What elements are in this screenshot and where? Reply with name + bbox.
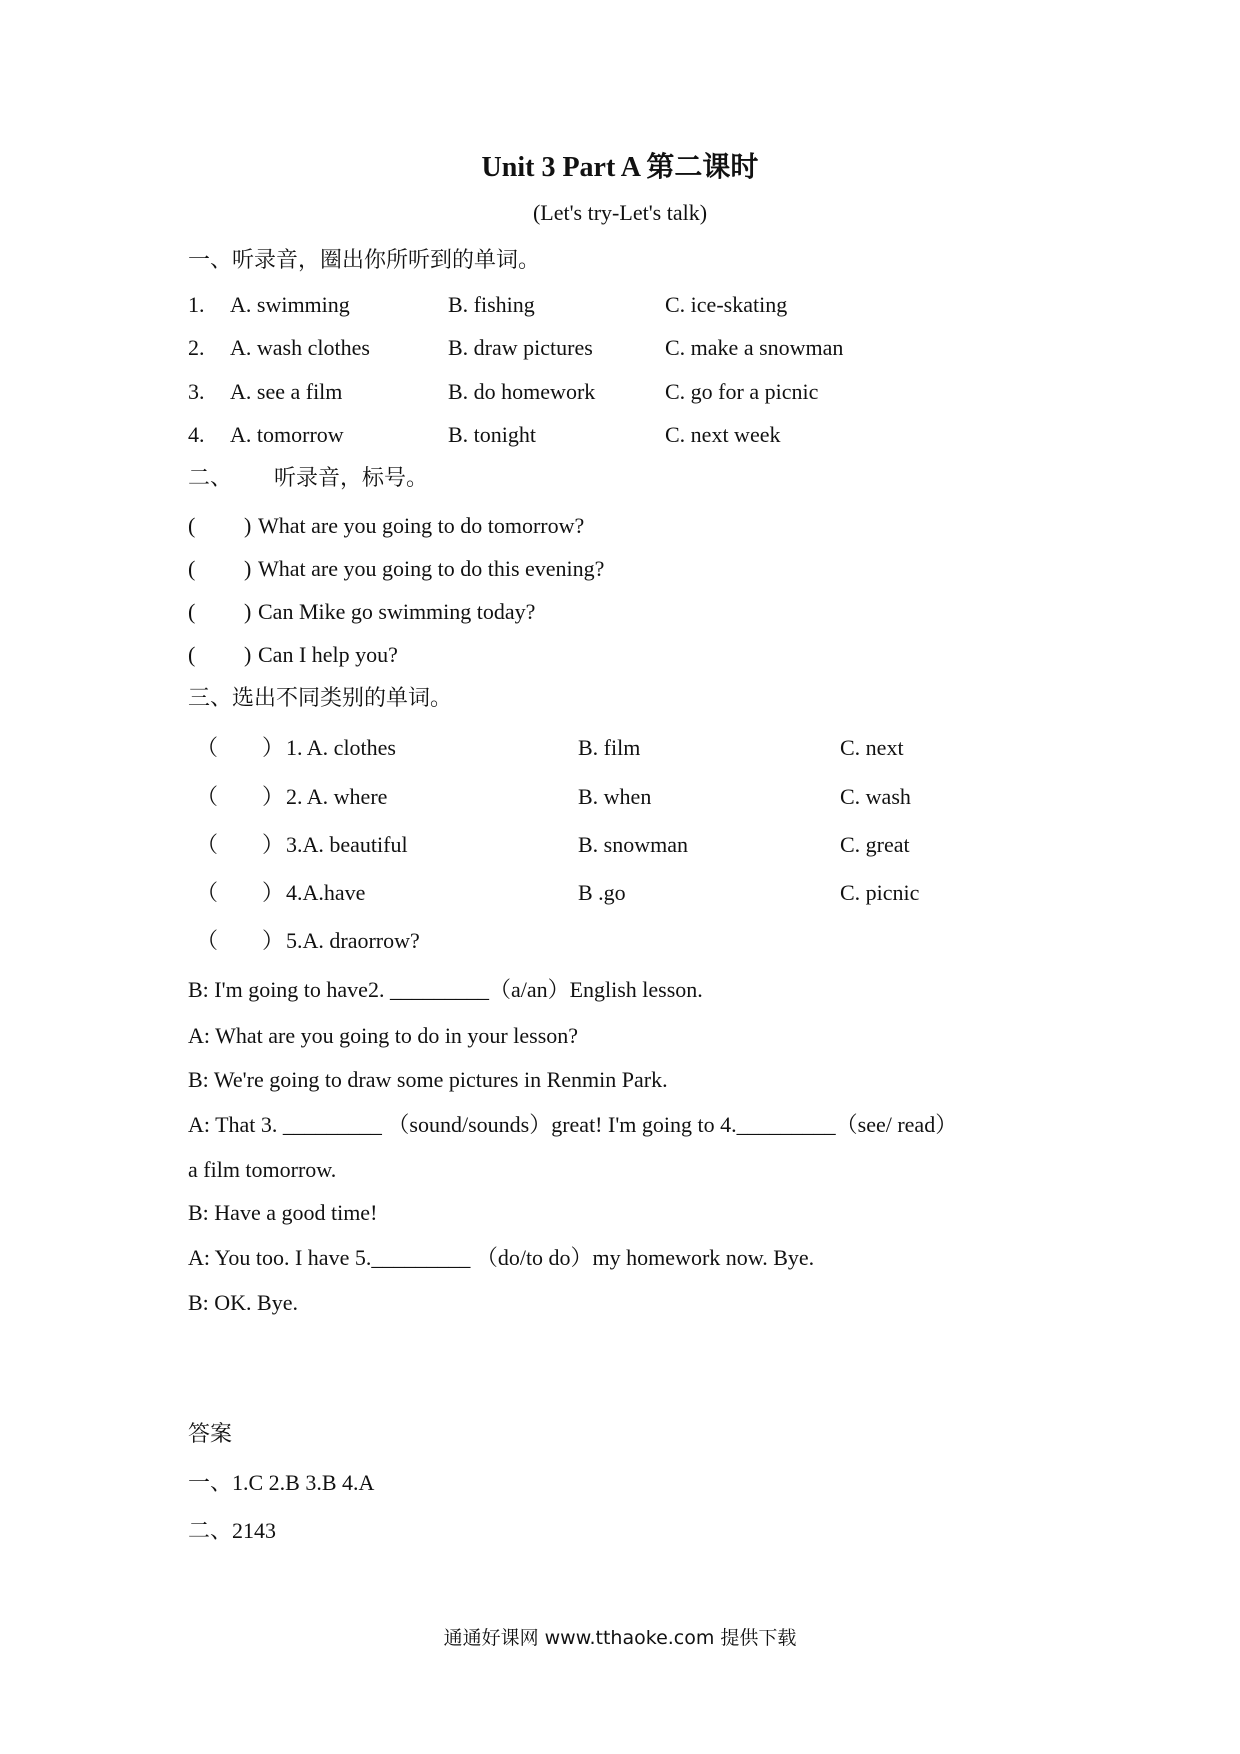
option-c: C. picnic <box>840 880 920 905</box>
blank-open-paren: （ <box>196 880 219 905</box>
section3-heading: 三、选出不同类别的单词。 <box>188 686 453 711</box>
section2-heading: 听录音，标号。 <box>274 466 429 491</box>
page-title: Unit 3 Part A 第二课时 <box>481 152 759 183</box>
blank-open-paren: ( <box>188 642 196 667</box>
item-number: 4. <box>188 422 205 447</box>
dialogue-line: a film tomorrow. <box>188 1157 337 1182</box>
option-b: B. snowman <box>578 832 688 857</box>
item-number: 1. <box>188 292 205 317</box>
dialogue-line: B: I'm going to have2. _________（a/an）English lesson. <box>188 977 703 1002</box>
option-a: A. wash clothes <box>230 335 370 360</box>
item-number: 2. <box>188 335 205 360</box>
answers-heading: 答案 <box>188 1422 233 1447</box>
option-c: C. make a snowman <box>665 335 844 360</box>
blank-open-paren: （ <box>196 784 219 809</box>
dialogue-line: B: OK. Bye. <box>188 1290 298 1315</box>
sentence-text: Can I help you? <box>258 642 398 667</box>
blank-close-paren: ） <box>262 880 285 905</box>
option-c: C. ice-skating <box>665 292 788 317</box>
option-c: C. wash <box>840 784 911 809</box>
option-a: 3.A. beautiful <box>286 832 408 857</box>
option-a: 4.A.have <box>286 880 366 905</box>
option-b: B .go <box>578 880 626 905</box>
section2-heading-number: 二、 <box>188 466 233 491</box>
dialogue-line: A: That 3. _________ （sound/sounds）great! I'm going to 4._________（see/ read） <box>188 1112 958 1137</box>
page-subtitle: (Let's try-Let's talk) <box>532 200 708 225</box>
option-b: B. tonight <box>448 422 537 447</box>
blank-close-paren: ） <box>262 832 285 857</box>
blank-close-paren: ） <box>262 928 285 953</box>
sentence-text: Can Mike go swimming today? <box>258 599 536 624</box>
blank-close-paren: ) <box>244 599 252 624</box>
blank-open-paren: （ <box>196 928 219 953</box>
blank-close-paren: ） <box>262 735 285 760</box>
blank-open-paren: （ <box>196 735 219 760</box>
option-c: C. next <box>840 735 904 760</box>
option-a: A. tomorrow <box>230 422 344 447</box>
option-c: C. great <box>840 832 910 857</box>
sentence-text: What are you going to do tomorrow? <box>258 513 585 538</box>
dialogue-line: A: You too. I have 5._________ （do/to do）my homework now. Bye. <box>188 1245 815 1270</box>
option-c: C. go for a picnic <box>665 379 819 404</box>
option-b: B. when <box>578 784 652 809</box>
option-c: C. next week <box>665 422 781 447</box>
sentence-text: What are you going to do this evening? <box>258 556 605 581</box>
answer-line: 二、2143 <box>188 1518 277 1543</box>
blank-close-paren: ） <box>262 784 285 809</box>
dialogue-line: B: Have a good time! <box>188 1200 378 1225</box>
blank-open-paren: ( <box>188 513 196 538</box>
blank-open-paren: （ <box>196 832 219 857</box>
blank-close-paren: ) <box>244 642 252 667</box>
option-b: B. do homework <box>448 379 596 404</box>
dialogue-line: A: What are you going to do in your lesson? <box>188 1023 579 1048</box>
dialogue-line: B: We're going to draw some pictures in Renmin Park. <box>188 1067 668 1092</box>
blank-open-paren: ( <box>188 556 196 581</box>
answer-line: 一、1.C 2.B 3.B 4.A <box>188 1470 375 1495</box>
option-a: 5.A. draorrow? <box>286 928 420 953</box>
option-a: A. see a film <box>230 379 343 404</box>
blank-close-paren: ) <box>244 513 252 538</box>
blank-close-paren: ) <box>244 556 252 581</box>
option-a: 1. A. clothes <box>286 735 396 760</box>
section1-heading: 一、听录音，圈出你所听到的单词。 <box>188 248 541 273</box>
option-b: B. fishing <box>448 292 535 317</box>
option-a: A. swimming <box>230 292 350 317</box>
item-number: 3. <box>188 379 205 404</box>
option-b: B. film <box>578 735 641 760</box>
option-b: B. draw pictures <box>448 335 593 360</box>
page-footer: 通通好课网 www.tthaoke.com 提供下载 <box>443 1627 797 1649</box>
blank-open-paren: ( <box>188 599 196 624</box>
option-a: 2. A. where <box>286 784 388 809</box>
